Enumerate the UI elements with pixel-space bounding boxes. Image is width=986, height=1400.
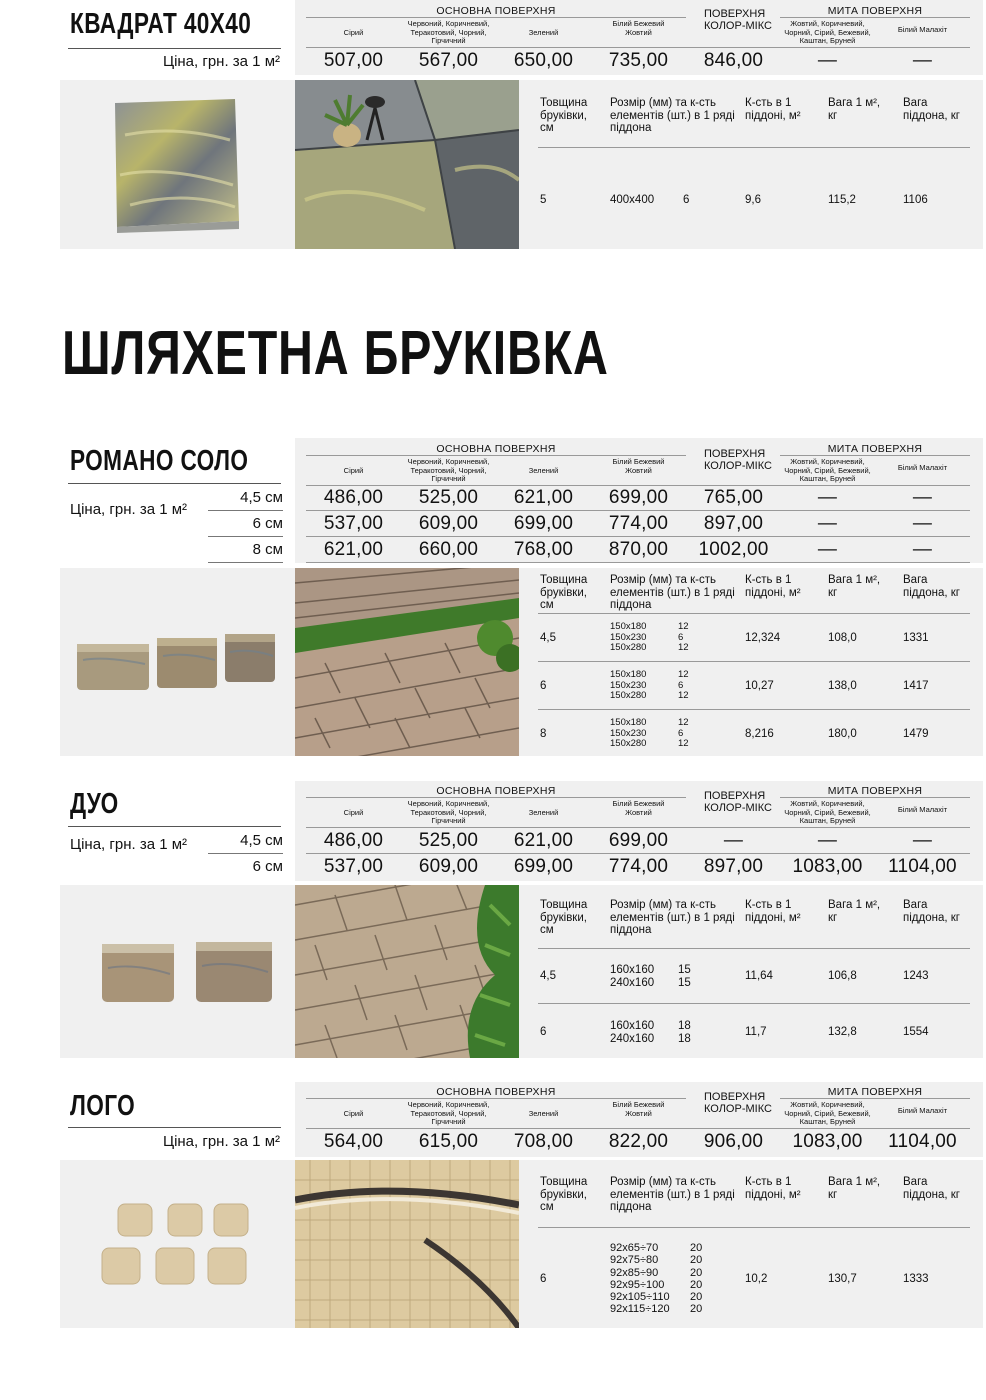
- romano-s2-spec-sizes: 150х180 150х230 150х280: [610, 717, 647, 749]
- duo-title: ДУО: [70, 788, 119, 820]
- logo-col-green: Зелений: [528, 1109, 559, 1118]
- logo-spec-thickness: 6: [540, 1273, 547, 1285]
- duo-r1-price-5: 1083,00: [792, 856, 863, 877]
- col-grey: Сірий: [343, 28, 364, 37]
- romano-r0-price-3: 699,00: [608, 487, 669, 508]
- romano-r1-price-3: 774,00: [608, 513, 669, 534]
- logo-price-4: 906,00: [703, 1131, 764, 1152]
- romano-r2-price-3: 870,00: [608, 539, 669, 560]
- romano-r2-price-5: —: [817, 539, 838, 560]
- romano-s0-spec-thickness: 4,5: [540, 632, 556, 644]
- logo-col-washed2: Білий Малахіт: [897, 1106, 948, 1115]
- logo-price-0: 564,00: [323, 1131, 384, 1152]
- kvadrat-price-3: 735,00: [608, 50, 669, 71]
- romano-thickness-label: 6 см: [252, 515, 283, 532]
- romano-price-label: Ціна, грн. за 1 м²: [70, 501, 188, 518]
- kvadrat-title: КВАДРАТ 40Х40: [70, 8, 252, 40]
- logo-price-6: 1104,00: [888, 1131, 957, 1152]
- romano-s0-spec-weight-m2: 108,0: [828, 632, 857, 644]
- romano-s2-spec-weight-m2: 180,0: [828, 728, 857, 740]
- logo-spec-head-weight_m2: Вага 1 м², кг: [828, 1176, 881, 1201]
- logo-price-2: 708,00: [513, 1131, 574, 1152]
- romano-spec-head-weight_pallet: Вага піддона, кг: [903, 574, 960, 599]
- kvadrat-spec-weight-pallet: 1106: [903, 194, 928, 206]
- duo-col-green: Зелений: [528, 808, 559, 817]
- logo-paving-photo: [295, 1160, 519, 1328]
- duo-r0-price-1: 525,00: [418, 830, 479, 851]
- romano-col-white: Білий Бежевий Жовтий: [612, 457, 665, 475]
- duo-col-washed2: Білий Малахіт: [897, 805, 948, 814]
- romano-s2-spec-thickness: 8: [540, 728, 547, 740]
- duo-s0-spec-counts: 15 15: [678, 964, 691, 989]
- logo-price-1: 615,00: [418, 1131, 479, 1152]
- duo-spec-head-weight_m2: Вага 1 м², кг: [828, 899, 881, 924]
- logo-spec-sizes: 92х65÷70 92х75÷80 92х85÷90 92х95÷100 92х105÷110 92х115÷120: [610, 1242, 670, 1316]
- romano-s2-spec-counts: 12 6 12: [678, 717, 689, 749]
- kvadrat-price-2: 650,00: [513, 50, 574, 71]
- logo-spec-head-thickness: Товщина бруківки, см: [540, 1176, 588, 1213]
- duo-r0-price-4: —: [723, 830, 744, 851]
- logo-spec-area: 10,2: [745, 1273, 768, 1285]
- duo-col-washed1: Жовтий, Коричневий, Чорний, Сірий, Бежевий, Каштан, Бруней: [784, 799, 871, 825]
- kvadrat-price-5: —: [817, 50, 838, 71]
- duo-s1-spec-thickness: 6: [540, 1026, 547, 1038]
- duo-spec-head-thickness: Товщина бруківки, см: [540, 899, 588, 936]
- duo-s1-spec-weight-m2: 132,8: [828, 1026, 857, 1038]
- romano-thickness-label: 8 см: [252, 541, 283, 558]
- romano-title: РОМАНО СОЛО: [70, 445, 249, 477]
- romano-r2-price-1: 660,00: [418, 539, 479, 560]
- duo-col-red: Червоний, Коричневий, Теракотовий, Чорний, Гірчичний: [407, 799, 490, 825]
- romano-s1-spec-counts: 12 6 12: [678, 669, 689, 701]
- romano-r1-price-4: 897,00: [703, 513, 764, 534]
- logo-color-mix-header: ПОВЕРХНЯ КОЛОР-МІКС: [704, 1091, 772, 1115]
- romano-r0-price-1: 525,00: [418, 487, 479, 508]
- duo-s0-spec-sizes: 160х160 240х160: [610, 964, 655, 989]
- duo-thickness-label: 4,5 см: [240, 832, 283, 849]
- logo-col-grey: Сірий: [343, 1109, 364, 1118]
- romano-s0-spec-sizes: 150х180 150х230 150х280: [610, 621, 647, 653]
- logo-price-5: 1083,00: [792, 1131, 863, 1152]
- logo-washed-surface-header: МИТА ПОВЕРХНЯ: [827, 1086, 923, 1098]
- romano-s2-spec-area: 8,216: [745, 728, 774, 740]
- romano-r0-price-5: —: [817, 487, 838, 508]
- kvadrat-spec-head-thickness: Товщина бруківки, см: [540, 97, 588, 134]
- romano-s1-spec-area: 10,27: [745, 680, 774, 692]
- kvadrat-spec-weight-m2: 115,2: [828, 194, 856, 206]
- logo-spec-weight-pallet: 1333: [903, 1273, 929, 1285]
- color-mix-header: ПОВЕРХНЯ КОЛОР-МІКС: [704, 8, 772, 32]
- duo-r1-price-0: 537,00: [323, 856, 384, 877]
- romano-s0-spec-area: 12,324: [745, 632, 781, 644]
- duo-r1-price-1: 609,00: [418, 856, 479, 877]
- duo-r1-price-4: 897,00: [703, 856, 764, 877]
- romano-r0-price-0: 486,00: [323, 487, 384, 508]
- duo-main-surface-header: ОСНОВНА ПОВЕРХНЯ: [436, 785, 556, 797]
- romano-col-grey: Сірий: [343, 466, 364, 475]
- duo-spec-head-size: Розмір (мм) та к-сть елементів (шт.) в 1 ряді піддона: [610, 899, 735, 936]
- duo-r1-price-3: 774,00: [608, 856, 669, 877]
- col-white: Білий Бежевий Жовтий: [612, 19, 665, 37]
- kvadrat-price-label: Ціна, грн. за 1 м²: [162, 53, 280, 70]
- duo-s1-spec-counts: 18 18: [678, 1020, 691, 1045]
- romano-r2-price-6: —: [912, 539, 933, 560]
- duo-s1-spec-sizes: 160х160 240х160: [610, 1020, 655, 1045]
- logo-main-surface-header: ОСНОВНА ПОВЕРХНЯ: [436, 1086, 556, 1098]
- duo-product-image: [100, 938, 275, 1008]
- duo-r0-price-2: 621,00: [513, 830, 574, 851]
- logo-spec-head-area: К-сть в 1 піддоні, м²: [745, 1176, 801, 1201]
- duo-r1-price-2: 699,00: [513, 856, 574, 877]
- duo-spec-head-weight_pallet: Вага піддона, кг: [903, 899, 960, 924]
- kvadrat-price-0: 507,00: [323, 50, 384, 71]
- kvadrat-price-1: 567,00: [418, 50, 479, 71]
- romano-r1-price-0: 537,00: [323, 513, 384, 534]
- duo-price-label: Ціна, грн. за 1 м²: [70, 836, 188, 853]
- logo-col-washed1: Жовтий, Коричневий, Чорний, Сірий, Бежевий, Каштан, Бруней: [784, 1100, 871, 1126]
- logo-spec-weight-m2: 130,7: [828, 1273, 857, 1285]
- kvadrat-spec-head-area: К-сть в 1 піддоні, м²: [745, 97, 801, 122]
- romano-spec-head-area: К-сть в 1 піддоні, м²: [745, 574, 801, 599]
- romano-r2-price-2: 768,00: [513, 539, 574, 560]
- romano-r1-price-1: 609,00: [418, 513, 479, 534]
- duo-r0-price-5: —: [817, 830, 838, 851]
- logo-col-white: Білий Бежевий Жовтий: [612, 1100, 665, 1118]
- romano-s0-spec-counts: 12 6 12: [678, 621, 689, 653]
- duo-washed-surface-header: МИТА ПОВЕРХНЯ: [827, 785, 923, 797]
- kvadrat-spec-count: 6: [683, 194, 690, 206]
- duo-r0-price-6: —: [912, 830, 933, 851]
- romano-main-surface-header: ОСНОВНА ПОВЕРХНЯ: [436, 443, 556, 455]
- col-green: Зелений: [528, 28, 559, 37]
- section-title: ШЛЯХЕТНА БРУКІВКА: [62, 319, 609, 388]
- romano-paving-photo: [295, 568, 519, 756]
- romano-col-washed2: Білий Малахіт: [897, 463, 948, 472]
- logo-product-image: [100, 1200, 260, 1295]
- duo-s0-spec-thickness: 4,5: [540, 970, 556, 982]
- duo-r0-price-0: 486,00: [323, 830, 384, 851]
- logo-title: ЛОГО: [70, 1090, 136, 1122]
- romano-s1-spec-weight-pallet: 1417: [903, 680, 929, 692]
- kvadrat-spec-head-size: Розмір (мм) та к-сть елементів (шт.) в 1 ряді піддона: [610, 97, 735, 134]
- duo-s0-spec-weight-pallet: 1243: [903, 970, 929, 982]
- romano-r2-price-4: 1002,00: [698, 539, 769, 560]
- duo-color-mix-header: ПОВЕРХНЯ КОЛОР-МІКС: [704, 790, 772, 814]
- washed-surface-header: МИТА ПОВЕРХНЯ: [827, 5, 923, 17]
- romano-r0-price-4: 765,00: [703, 487, 764, 508]
- romano-r1-price-6: —: [912, 513, 933, 534]
- kvadrat-spec-head-weight_pallet: Вага піддона, кг: [903, 97, 960, 122]
- duo-thickness-label: 6 см: [252, 858, 283, 875]
- kvadrat-price-6: —: [912, 50, 933, 71]
- duo-s1-spec-area: 11,7: [745, 1026, 767, 1038]
- main-surface-header: ОСНОВНА ПОВЕРХНЯ: [436, 5, 556, 17]
- romano-washed-surface-header: МИТА ПОВЕРХНЯ: [827, 443, 923, 455]
- duo-spec-head-area: К-сть в 1 піддоні, м²: [745, 899, 801, 924]
- romano-thickness-label: 4,5 см: [240, 489, 283, 506]
- romano-spec-head-thickness: Товщина бруківки, см: [540, 574, 588, 611]
- logo-price-3: 822,00: [608, 1131, 669, 1152]
- romano-col-washed1: Жовтий, Коричневий, Чорний, Сірий, Бежевий, Каштан, Бруней: [784, 457, 871, 483]
- romano-r0-price-6: —: [912, 487, 933, 508]
- logo-spec-head-size: Розмір (мм) та к-сть елементів (шт.) в 1 ряді піддона: [610, 1176, 735, 1213]
- kvadrat-spec-size: 400х400: [610, 194, 655, 206]
- logo-price-label: Ціна, грн. за 1 м²: [162, 1133, 280, 1150]
- romano-s1-spec-weight-m2: 138,0: [828, 680, 857, 692]
- kvadrat-paving-photo: [295, 80, 519, 249]
- duo-s0-spec-weight-m2: 106,8: [828, 970, 857, 982]
- romano-color-mix-header: ПОВЕРХНЯ КОЛОР-МІКС: [704, 448, 772, 472]
- romano-s0-spec-weight-pallet: 1331: [903, 632, 929, 644]
- duo-paving-photo: [295, 885, 519, 1058]
- duo-r1-price-6: 1104,00: [888, 856, 957, 877]
- romano-r2-price-0: 621,00: [323, 539, 384, 560]
- logo-col-red: Червоний, Коричневий, Теракотовий, Чорний, Гірчичний: [407, 1100, 490, 1126]
- kvadrat-price-4: 846,00: [703, 50, 764, 71]
- romano-r1-price-5: —: [817, 513, 838, 534]
- col-red: Червоний, Коричневий, Теракотовий, Чорний, Гірчичний: [407, 19, 490, 45]
- kvadrat-spec-area: 9,6: [745, 194, 761, 206]
- romano-s2-spec-weight-pallet: 1479: [903, 728, 929, 740]
- col-washed2: Білий Малахіт: [897, 25, 948, 34]
- romano-s1-spec-thickness: 6: [540, 680, 547, 692]
- romano-col-green: Зелений: [528, 466, 559, 475]
- kvadrat-spec-thickness: 5: [540, 194, 547, 206]
- logo-spec-head-weight_pallet: Вага піддона, кг: [903, 1176, 960, 1201]
- duo-s1-spec-weight-pallet: 1554: [903, 1026, 929, 1038]
- kvadrat-product-image: [105, 95, 245, 235]
- romano-s1-spec-sizes: 150х180 150х230 150х280: [610, 669, 647, 701]
- romano-product-image: [75, 630, 280, 695]
- romano-col-red: Червоний, Коричневий, Теракотовий, Чорний, Гірчичний: [407, 457, 490, 483]
- romano-r0-price-2: 621,00: [513, 487, 574, 508]
- romano-spec-head-weight_m2: Вага 1 м², кг: [828, 574, 881, 599]
- duo-col-white: Білий Бежевий Жовтий: [612, 799, 665, 817]
- kvadrat-spec-head-weight_m2: Вага 1 м², кг: [828, 97, 881, 122]
- duo-s0-spec-area: 11,64: [745, 970, 773, 982]
- col-washed1: Жовтий, Коричневий, Чорний, Сірий, Бежевий, Каштан, Бруней: [784, 19, 871, 45]
- duo-col-grey: Сірий: [343, 808, 364, 817]
- duo-r0-price-3: 699,00: [608, 830, 669, 851]
- romano-r1-price-2: 699,00: [513, 513, 574, 534]
- romano-spec-head-size: Розмір (мм) та к-сть елементів (шт.) в 1 ряді піддона: [610, 574, 735, 611]
- logo-spec-counts: 20 20 20 20 20 20: [690, 1242, 703, 1316]
